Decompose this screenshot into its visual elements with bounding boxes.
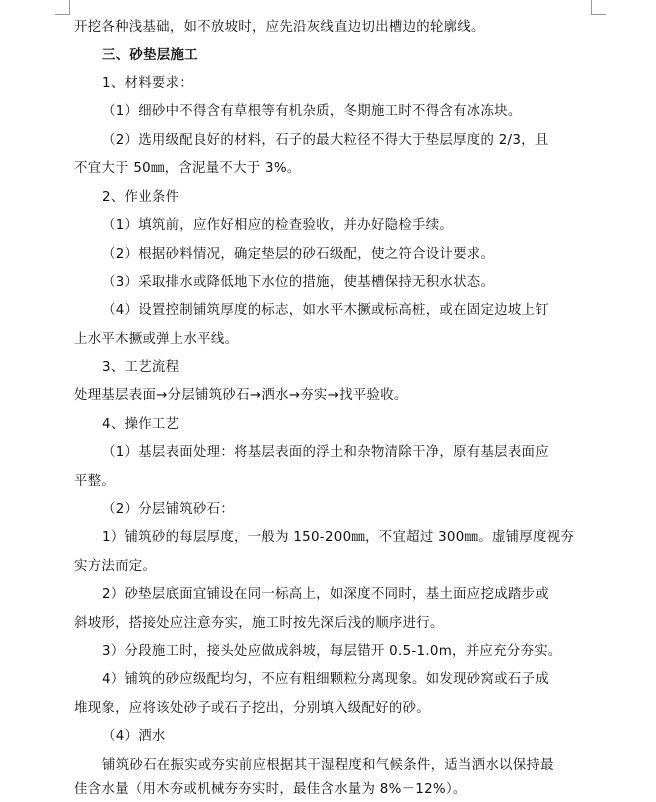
body-line: 3）分段施工时，接头处应做成斜坡，每层错开 0.5-1.0m，并应充分夯实。 — [102, 644, 562, 659]
body-line: 斜坡形，搭接处应注意夯实，施工时按先深后浅的顺序进行。 — [74, 616, 444, 631]
subsection-heading: 2、作业条件 — [102, 190, 180, 205]
body-line: （2）根据砂料情况，确定垫层的砂石级配，使之符合设计要求。 — [102, 247, 495, 262]
body-line: （2）分层铺筑砂石： — [102, 502, 235, 517]
body-line: 铺筑砂石在振实或夯实前应根据其干湿程度和气候条件，适当洒水以保持最 — [102, 758, 554, 773]
crop-mark-left-vertical — [69, 0, 70, 14]
body-line: （1）细砂中不得含有草根等有机杂质，冬期施工时不得含有冰冻块。 — [102, 104, 522, 119]
crop-mark-right-horizontal — [591, 14, 606, 15]
body-line: （2）选用级配良好的材料，石子的最大粒径不得大于垫层厚度的 2/3，且 — [102, 133, 549, 148]
body-line: （1）填筑前，应作好相应的检查验收，并办好隐检手续。 — [102, 218, 454, 233]
body-line: 堆现象，应将该处砂子或石子挖出，分别填入级配好的砂。 — [74, 701, 430, 716]
body-line: （4）设置控制铺筑厚度的标志，如水平木撅或标高桩，或在固定边坡上钉 — [102, 303, 549, 318]
body-line: （3）采取排水或降低地下水位的措施，使基槽保持无积水状态。 — [102, 275, 495, 290]
body-line: 平整。 — [74, 474, 116, 489]
subsection-heading: （4）洒水 — [102, 729, 166, 744]
body-line: 2）砂垫层底面宜铺设在同一标高上，如深度不同时，基土面应挖成踏步或 — [102, 587, 549, 602]
body-line: 上水平木撅或弹上水平线。 — [74, 332, 239, 347]
subsection-heading: 1、材料要求： — [102, 76, 193, 91]
process-flow: 处理基层表面→分层铺筑砂石→洒水→夯实→找平验收。 — [74, 388, 408, 403]
crop-mark-right-vertical — [591, 0, 592, 14]
section-heading: 三、砂垫层施工 — [102, 48, 198, 63]
body-line: 1）铺筑砂的每层厚度，一般为 150-200㎜，不宜超过 300㎜。虚铺厚度视夯 — [102, 530, 575, 545]
crop-mark-left-horizontal — [55, 14, 70, 15]
body-line: 4）铺筑的砂应级配均匀，不应有粗细颗粒分离现象。如发现砂窝或石子成 — [102, 672, 549, 687]
body-line: 开挖各种浅基础，如不放坡时，应先沿灰线直边切出槽边的轮廓线。 — [74, 20, 485, 35]
body-line: 佳含水量（用木夯或机械夯夯实时，最佳含水量为 8%－12%）。 — [74, 782, 467, 797]
subsection-heading: 3、工艺流程 — [102, 360, 180, 375]
body-line: 实方法而定。 — [74, 559, 157, 574]
body-line: 不宜大于 50㎜，含泥量不大于 3%。 — [74, 161, 301, 176]
subsection-heading: 4、操作工艺 — [102, 417, 180, 432]
body-line: （1）基层表面处理：将基层表面的浮土和杂物清除干净，原有基层表面应 — [102, 445, 549, 460]
